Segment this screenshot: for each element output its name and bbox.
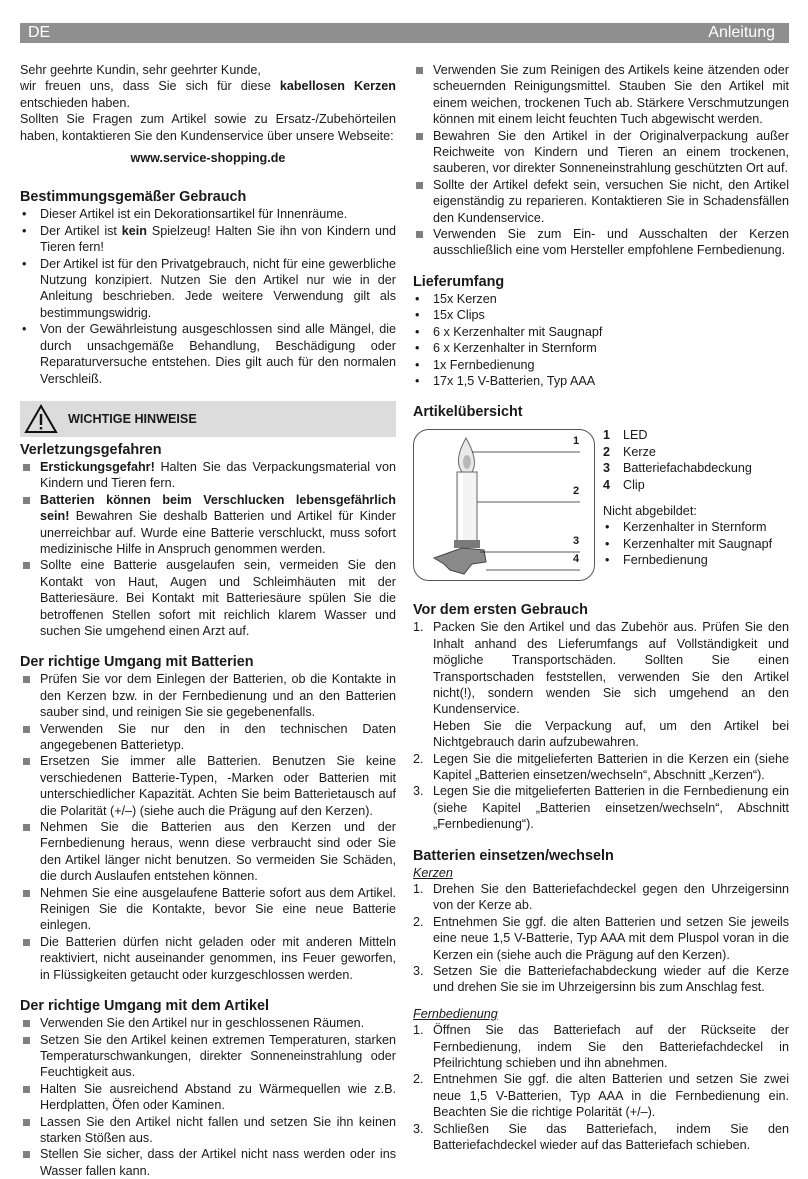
list-item: Setzen Sie den Artikel keinen extremen Temperaturen, starken Temperaturschwankungen, direkter Sonneneinstrahlung oder Feuchtigkeit aus. xyxy=(20,1032,396,1081)
candles-subheading: Kerzen xyxy=(413,865,453,880)
list-item: Lassen Sie den Artikel nicht fallen und setzen Sie ihn keinen starken Stößen aus. xyxy=(20,1114,396,1147)
article-heading: Der richtige Umgang mit dem Artikel xyxy=(20,998,269,1015)
list-item: Stellen Sie sicher, dass der Artikel nicht nass werden oder ins Wasser fallen kann. xyxy=(20,1146,396,1179)
step-item: 3. Schließen Sie das Batteriefach, indem Sie den Batteriefachdeckel wieder auf das Batteriefach schieben. xyxy=(413,1121,789,1153)
scope-list xyxy=(413,291,789,389)
remote-steps xyxy=(413,1022,789,1153)
list-item: Nehmen Sie die Batterien aus den Kerzen und der Fernbedienung heraus, wenn diese verbraucht sind oder Sie den Artikel länger nicht benutzen. So vermeiden Sie Schäden, die durch Auslaufen entstehen können. xyxy=(20,819,396,885)
list-item: Batterien können beim Verschlucken lebensgefährlich sein! Bewahren Sie deshalb Batterien und Artikel für Kinder unerreichbar auf. Wurde eine Batterie verschluckt, muss sofort medizinische Hilfe in Anspruch genommen werden. xyxy=(20,492,396,558)
article-overview-figure xyxy=(413,427,789,583)
step-item: 2. Entnehmen Sie ggf. die alten Batterien und setzen Sie jeweils eine neue 1,5 V-Batterie, Typ AAA mit dem Pluspol voran in die Kerzen ein (siehe auch die Prägung auf den Kerzen). xyxy=(413,914,789,962)
step-item: 1. Packen Sie den Artikel und das Zubehör aus. Prüfen Sie den Inhalt anhand des Lieferumfangs auf Vollständigkeit und mögliche Transportschäden. Sollten Sie einen Transportschaden feststellen, verwenden Sie den Artikel nicht(!), sondern wenden Sie sich umgehend an den Kundenservice. Heben Sie die Verpackung auf, um den Artikel bei Nichtgebrauch darin aufzubewahren. xyxy=(413,620,789,750)
not-shown-label: Nicht abgebildet: xyxy=(603,503,697,518)
list-item: Nehmen Sie eine ausgelaufene Batterie sofort aus dem Artikel. Reinigen Sie die Kontakte, bevor Sie eine neue Batterie einlegen. xyxy=(20,885,396,934)
list-item: • 15x Kerzen xyxy=(413,291,789,307)
callout-3: 3 xyxy=(573,535,580,548)
list-item: Verwenden Sie nur den in den technischen Daten angegebenen Batterietyp. xyxy=(20,721,396,754)
candle-drawing xyxy=(414,430,594,580)
list-item: Verwenden Sie den Artikel nur in geschlossenen Räumen. xyxy=(20,1015,396,1031)
candle-illustration xyxy=(413,429,595,581)
step-item: 2. Legen Sie die mitgelieferten Batterien in die Kerzen ein (siehe Kapitel „Batterien einsetzen/wechseln“, Abschnitt „Kerzen“). xyxy=(413,751,789,782)
list-item: Verwenden Sie zum Reinigen des Artikels keine ätzenden oder scheuernden Reinigungsmittel. Stauben Sie den Artikel mit einem weichen, trockenen Tuch ab. Stärkere Verschmutzungen können mit einem leicht feuchten Tuch abgewischt werden. xyxy=(413,62,789,128)
step-item: 3. Setzen Sie die Batteriefachabdeckung wieder auf die Kerze und drehen Sie sie im Uhrzeigersinn bis zum Anschlag fest. xyxy=(413,964,789,995)
not-shown-list xyxy=(603,519,789,568)
list-item: • Kerzenhalter in Sternform xyxy=(603,519,789,535)
injury-heading: Verletzungsgefahren xyxy=(20,441,162,458)
step-item: 3. Legen Sie die mitgelieferten Batterien in die Fernbedienung ein (siehe Kapitel „Batterien einsetzen/wechseln“, Abschnitt „Fernbedienung“). xyxy=(413,784,789,832)
use-list xyxy=(20,206,396,386)
scope-heading: Lieferumfang xyxy=(413,273,505,290)
questions-text: Sollten Sie Fragen zum Artikel sowie zu Ersatz-/Zubehörteilen haben, kontaktieren Sie den Kundenservice über unsere Webseite: xyxy=(20,112,396,143)
list-item: Sollte eine Batterie ausgelaufen sein, vermeiden Sie den Kontakt von Haut, Augen und Schleimhäuten mit der Batteriesäure. Bei Kontakt mit Batteriesäure spülen Sie die betroffenen Stellen sofort mit reichlich klarem Wasser und suchen Sie umgehend einen Arzt auf. xyxy=(20,557,396,639)
list-item: Verwenden Sie zum Ein- und Ausschalten der Kerzen ausschließlich eine vom Hersteller empfohlene Fernbedienung. xyxy=(413,226,789,259)
right-column xyxy=(413,62,789,1154)
list-item: • Fernbedienung xyxy=(603,552,789,568)
list-item: • 6 x Kerzenhalter in Sternform xyxy=(413,340,789,356)
list-item: • Dieser Artikel ist ein Dekorationsartikel für Innenräume. xyxy=(20,206,396,222)
part-item: 3 Batteriefachabdeckung xyxy=(603,461,752,476)
list-item: Sollte der Artikel defekt sein, versuchen Sie nicht, den Artikel eigenständig zu reparieren. Kontaktieren Sie in Schadensfällen den Kundenservice. xyxy=(413,177,789,226)
part-item: 1 LED xyxy=(603,428,648,443)
list-item: Prüfen Sie vor dem Einlegen der Batterien, ob die Kontakte in den Kerzen bzw. in der Fernbedienung und an den Batterien sauber sind, und reinigen Sie sie gegebenenfalls. xyxy=(20,671,396,720)
page-header xyxy=(20,23,789,43)
step-item: 1. Drehen Sie den Batteriefachdeckel gegen den Uhrzeigersinn von der Kerze ab. xyxy=(413,882,789,913)
remote-subheading: Fernbedienung xyxy=(413,1006,498,1021)
battery-change-heading: Batterien einsetzen/wechseln xyxy=(413,847,614,864)
overview-heading: Artikelübersicht xyxy=(413,404,523,421)
left-column xyxy=(20,62,396,1179)
candles-steps xyxy=(413,881,789,996)
step-item: 2. Entnehmen Sie ggf. die alten Batterien und setzen Sie zwei neue 1,5 V-Batterien, Typ AAA in die Fernbedienung ein. Beachten Sie die richtige Polarität (+/–). xyxy=(413,1072,789,1120)
list-item: Ersetzen Sie immer alle Batterien. Benutzen Sie keine verschiedenen Batterie-Typen, -Marken oder Batterien mit unterschiedlicher Kapazität. Achten Sie beim Batterietausch auf die Polarität (+/–) (siehe auch die Prägung auf den Kerzen). xyxy=(20,753,396,819)
callout-1: 1 xyxy=(573,435,580,448)
list-item: • Der Artikel ist kein Spielzeug! Halten Sie ihn von Kindern und Tieren fern! xyxy=(20,223,396,256)
list-item: • Von der Gewährleistung ausgeschlossen sind alle Mängel, die durch unsachgemäße Behandlung, Beschädigung oder Reparaturversuche entstehen. Dies gilt auch für den normalen Verschleiß. xyxy=(20,321,396,387)
list-item: • 15x Clips xyxy=(413,307,789,323)
list-item: • Kerzenhalter mit Saugnapf xyxy=(603,536,789,552)
batteries-list xyxy=(20,671,396,983)
article-list xyxy=(20,1015,396,1179)
list-item: • 6 x Kerzenhalter mit Saugnapf xyxy=(413,324,789,340)
list-item: • Der Artikel ist für den Privatgebrauch, nicht für eine gewerbliche Nutzung konzipiert. Nutzen Sie den Artikel nur wie in der Anleitung beschrieben. Jede weitere Verwendung gilt als bestimmungswidrig. xyxy=(20,256,396,322)
thanks-text: wir freuen uns, dass Sie sich für diese kabellosen Kerzen entschieden haben. xyxy=(20,79,396,110)
warning-label: WICHTIGE HINWEISE xyxy=(68,411,197,426)
parts-legend xyxy=(603,427,789,568)
injury-list xyxy=(20,459,396,639)
list-item: • 1x Fernbedienung xyxy=(413,357,789,373)
batteries-heading: Der richtige Umgang mit Batterien xyxy=(20,654,254,671)
language-code: DE xyxy=(28,24,51,41)
part-item: 4 Clip xyxy=(603,477,645,492)
warning-banner xyxy=(20,401,396,437)
list-item: Halten Sie ausreichend Abstand zu Wärmequellen wie z.B. Herdplatten, Öfen oder Kaminen. xyxy=(20,1081,396,1114)
warning-triangle-icon xyxy=(24,404,58,434)
list-item: Bewahren Sie den Artikel in der Originalverpackung außer Reichweite von Kindern und Tieren an einem trockenen, sauberen, vor direkter Sonneneinstrahlung geschützten Ort auf. xyxy=(413,128,789,177)
care-list xyxy=(413,62,789,259)
list-item: Erstickungsgefahr! Halten Sie das Verpackungsmaterial von Kindern und Tieren fern. xyxy=(20,459,396,492)
first-use-heading: Vor dem ersten Gebrauch xyxy=(413,602,588,619)
list-item: Die Batterien dürfen nicht geladen oder mit anderen Mitteln reaktiviert, nicht auseinander genommen, ins Feuer geworfen, in Flüssigkeiten getaucht oder kurzgeschlossen werden. xyxy=(20,934,396,983)
first-use-steps xyxy=(413,619,789,832)
callout-4: 4 xyxy=(573,553,580,566)
callout-2: 2 xyxy=(573,485,580,498)
part-item: 2 Kerze xyxy=(603,444,656,459)
document-title: Anleitung xyxy=(708,24,775,41)
use-heading: Bestimmungsgemäßer Gebrauch xyxy=(20,189,247,206)
website-link[interactable]: www.service-shopping.de xyxy=(130,151,286,166)
list-item: • 17x 1,5 V-Batterien, Typ AAA xyxy=(413,373,789,389)
step-item: 1. Öffnen Sie das Batteriefach auf der Rückseite der Fernbedienung, indem Sie den Batteriefachdeckel in Pfeilrichtung schieben und ihn abnehmen. xyxy=(413,1023,789,1071)
greeting: Sehr geehrte Kundin, sehr geehrter Kunde, xyxy=(20,63,261,77)
